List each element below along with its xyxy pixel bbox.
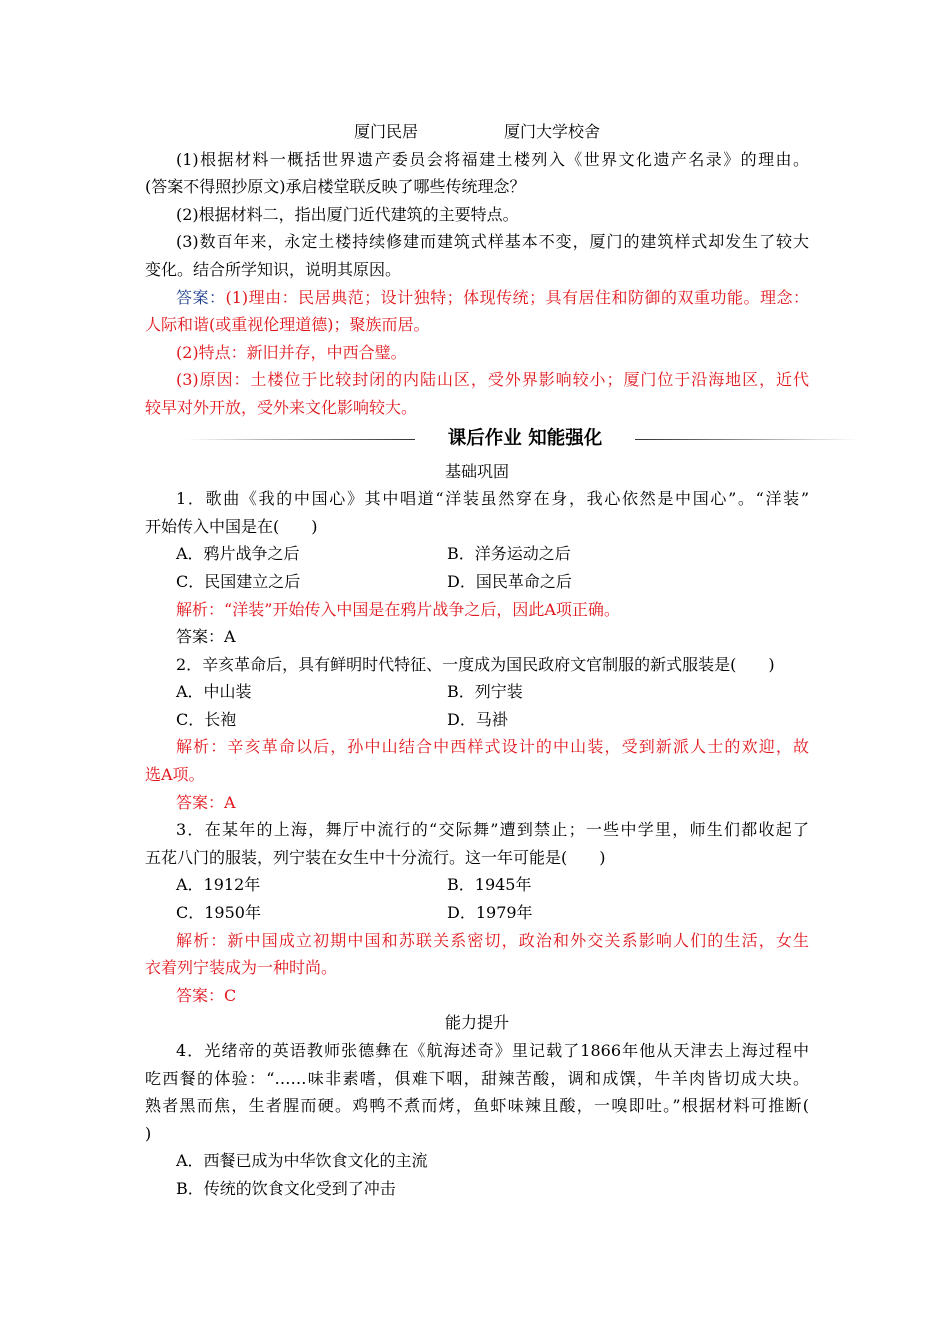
- option-c: C．民国建立之后: [176, 571, 301, 591]
- answer-line: 答案：A: [176, 627, 236, 647]
- option-b: B．洋务运动之后: [447, 544, 571, 564]
- option-a: A．鸦片战争之后: [176, 544, 300, 564]
- question-stem: 五花八门的服装，列宁装在女生中十分流行。这一年可能是( ): [145, 847, 606, 867]
- answer-line: (2)特点：新旧并存，中西合璧。: [176, 342, 407, 362]
- subsection-title: 基础巩固: [444, 461, 509, 481]
- option-d: D．1979年: [447, 903, 533, 923]
- document-page: [145, 118, 809, 1203]
- analysis-line: [145, 733, 809, 761]
- analysis-text: “洋装”开始传入中国是在鸦片战争之后，因此A项正确。: [224, 599, 620, 619]
- caption-xiamen-dwellings: 厦门民居: [353, 122, 418, 141]
- image-captions: [145, 118, 809, 146]
- question-line: (3)数百年来，永定土楼持续修建而建筑式样基本不变，厦门的建筑样式却发生了较大: [176, 232, 809, 252]
- analysis-label: 解析：: [176, 930, 228, 950]
- question-stem: 2．辛亥革命后，具有鲜明时代特征、一度成为国民政府文官制服的新式服装是( ): [176, 654, 775, 674]
- caption-xiamen-university: 厦门大学校舍: [504, 122, 601, 141]
- analysis-line: 衣着列宁装成为一种时尚。: [145, 958, 338, 978]
- analysis-line: 选A项。: [145, 765, 205, 785]
- banner-rule-right: [607, 439, 857, 440]
- question-line: (1)根据材料一概括世界遗产委员会将福建土楼列入《世界文化遗产名录》的理由。: [176, 149, 809, 169]
- section-banner: [145, 424, 809, 454]
- question-line: 变化。结合所学知识，说明其原因。: [145, 259, 402, 279]
- option-b: B．1945年: [447, 875, 532, 895]
- question-stem: ): [145, 1123, 152, 1143]
- section-title: 课后作业 知能强化: [415, 424, 635, 454]
- option-c: C．1950年: [176, 903, 261, 923]
- option-a: A．西餐已成为中华饮食文化的主流: [176, 1151, 428, 1171]
- question-stem: 熟者黑而焦，生者腥而硬。鸡鸭不煮而烤，鱼虾味辣且酸，一嗅即吐。”根据材料可推断(: [145, 1096, 809, 1116]
- question-stem: 4．光绪帝的英语教师张德彝在《航海述奇》里记载了1866年他从天津去上海过程中: [176, 1041, 809, 1060]
- analysis-label: 解析：: [176, 737, 228, 757]
- option-d: D．国民革命之后: [447, 571, 572, 591]
- answer-line: (3)原因：土楼位于比较封闭的内陆山区，受外界影响较小；厦门位于沿海地区，近代: [176, 370, 809, 390]
- option-d: D．马褂: [447, 709, 508, 729]
- answer-text: (1)理由：民居典范；设计独特；体现传统；具有居住和防御的双重功能。理念：: [225, 287, 809, 307]
- analysis-text: 新中国成立初期中国和苏联关系密切，政治和外交关系影响人们的生活，女生: [227, 930, 809, 950]
- option-row: [145, 540, 809, 568]
- question-stem: 吃西餐的体验：“……味非素嗜，俱难下咽，甜辣苦酸，调和成馔，牛羊肉皆切成大块。: [145, 1068, 809, 1088]
- analysis-line: [145, 927, 809, 955]
- answer-label: 答案：: [176, 287, 226, 307]
- answer-line: 人际和谐(或重视伦理道德)；聚族而居。: [145, 315, 430, 335]
- option-row: [145, 899, 809, 927]
- question-stem: 3．在某年的上海，舞厅中流行的“交际舞”遭到禁止；一些中学里，师生们都收起了: [176, 820, 809, 840]
- question-stem: 开始传入中国是在( ): [145, 516, 318, 536]
- option-c: C．长袍: [176, 709, 237, 729]
- option-row: [145, 568, 809, 596]
- analysis-text: 辛亥革命以后，孙中山结合中西样式设计的中山装，受到新派人士的欢迎，故: [227, 737, 809, 757]
- option-b: B．传统的饮食文化受到了冲击: [176, 1178, 396, 1198]
- answer-line: [145, 284, 809, 312]
- question-line: (答案不得照抄原文)承启楼堂联反映了哪些传统理念？: [145, 177, 526, 197]
- analysis-label: 解析：: [176, 599, 225, 619]
- question-line: (2)根据材料二，指出厦门近代建筑的主要特点。: [176, 204, 519, 224]
- option-b: B．列宁装: [447, 682, 523, 702]
- option-row: [145, 871, 809, 899]
- banner-rule-left: [185, 439, 445, 440]
- answer-line: 答案：C: [176, 985, 237, 1005]
- option-row: [145, 706, 809, 734]
- option-a: A．1912年: [176, 875, 261, 895]
- analysis-line: [145, 596, 809, 624]
- option-row: [145, 678, 809, 706]
- subsection-title: 能力提升: [444, 1013, 509, 1033]
- answer-line: 较早对外开放，受外来文化影响较大。: [145, 397, 418, 417]
- answer-line: 答案：A: [176, 792, 236, 812]
- question-stem: 1．歌曲《我的中国心》其中唱道“洋装虽然穿在身，我心依然是中国心”。“洋装”: [176, 489, 809, 509]
- option-a: A．中山装: [176, 682, 252, 702]
